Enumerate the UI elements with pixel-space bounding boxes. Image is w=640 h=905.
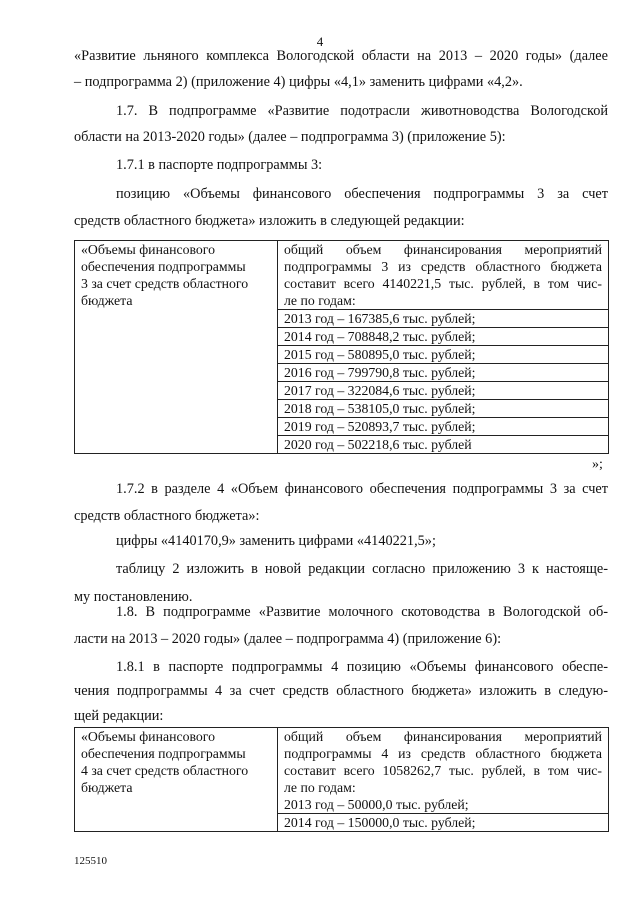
text-line: 1.7. В подпрограмме «Развитие подотрасли животноводства Вологодской — [116, 103, 608, 119]
table-text: 4 за счет средств областного — [81, 763, 249, 778]
table-left-cell — [75, 241, 278, 454]
text-line: чения подпрограммы 4 за счет средств областного бюджета» изложить в следую- — [74, 683, 608, 699]
text-line: средств областного бюджета» изложить в следующей редакции: — [74, 213, 465, 229]
year-row: 2017 год – 322084,6 тыс. рублей; — [278, 381, 608, 399]
text-line: таблицу 2 изложить в новой редакции согласно приложению 3 к настояще- — [116, 561, 608, 577]
table-right-cell — [278, 728, 609, 832]
financing-table-1 — [74, 240, 609, 454]
year-row: 2019 год – 520893,7 тыс. рублей; — [278, 417, 608, 435]
text-line: ласти на 2013 – 2020 годы» (далее – подпрограмма 4) (приложение 6): — [74, 631, 502, 647]
table-text: «Объемы финансового — [81, 242, 216, 257]
text-line: му постановлению. — [74, 589, 193, 605]
table-text: 3 за счет средств областного — [81, 276, 249, 291]
table-text: обеспечения подпрограммы — [81, 746, 246, 761]
table-text: обеспечения подпрограммы — [81, 259, 246, 274]
page-number: 4 — [316, 34, 324, 49]
financing-table-2 — [74, 727, 609, 832]
table-text: ле по годам: — [284, 780, 356, 795]
text-line: 1.8.1 в паспорте подпрограммы 4 позицию «Объемы финансового обеспе- — [116, 659, 608, 675]
text-line: позицию «Объемы финансового обеспечения подпрограммы 3 за счет — [116, 186, 608, 202]
closing-mark: »; — [592, 457, 603, 472]
table-right-cell — [278, 241, 609, 454]
table-left-cell — [75, 728, 278, 832]
text-line: средств областного бюджета»: — [74, 508, 260, 524]
table-text: составит всего 4140221,5 тыс. рублей, в том чис- — [284, 276, 602, 291]
text-line: 1.7.2 в разделе 4 «Объем финансового обеспечения подпрограммы 3 за счет — [116, 481, 608, 497]
table-text: ле по годам: — [284, 293, 356, 308]
table-text: общий объем финансирования мероприятий — [284, 729, 602, 744]
text-line: цифры «4140170,9» заменить цифрами «4140221,5»; — [116, 533, 436, 549]
year-row: 2013 год – 50000,0 тыс. рублей; — [284, 797, 469, 812]
table-text: общий объем финансирования мероприятий — [284, 242, 602, 257]
text-line: области на 2013-2020 годы» (далее – подпрограмма 3) (приложение 5): — [74, 129, 506, 145]
year-row: 2016 год – 799790,8 тыс. рублей; — [278, 363, 608, 381]
year-row: 2020 год – 502218,6 тыс. рублей — [278, 435, 608, 453]
table-text: подпрограммы 4 из средств областного бюджета — [284, 746, 602, 761]
document-code: 125510 — [74, 855, 107, 867]
table-text: «Объемы финансового — [81, 729, 216, 744]
table-text: бюджета — [81, 780, 133, 795]
text-line: 1.8. В подпрограмме «Развитие молочного скотоводства в Вологодской об- — [116, 604, 608, 620]
text-line: – подпрограмма 2) (приложение 4) цифры «4,1» заменить цифрами «4,2». — [74, 74, 523, 90]
year-row: 2014 год – 708848,2 тыс. рублей; — [278, 327, 608, 345]
table-text: составит всего 1058262,7 тыс. рублей, в том чис- — [284, 763, 602, 778]
text-line: 1.7.1 в паспорте подпрограммы 3: — [116, 157, 323, 173]
table-text: бюджета — [81, 293, 133, 308]
year-row: 2014 год – 150000,0 тыс. рублей; — [278, 813, 608, 831]
text-line: щей редакции: — [74, 708, 164, 724]
year-row: 2013 год – 167385,6 тыс. рублей; — [278, 309, 608, 327]
year-row: 2015 год – 580895,0 тыс. рублей; — [278, 345, 608, 363]
year-row: 2018 год – 538105,0 тыс. рублей; — [278, 399, 608, 417]
text-line: «Развитие льняного комплекса Вологодской области на 2013 – 2020 годы» (далее — [74, 48, 608, 64]
table-text: подпрограммы 3 из средств областного бюджета — [284, 259, 602, 274]
